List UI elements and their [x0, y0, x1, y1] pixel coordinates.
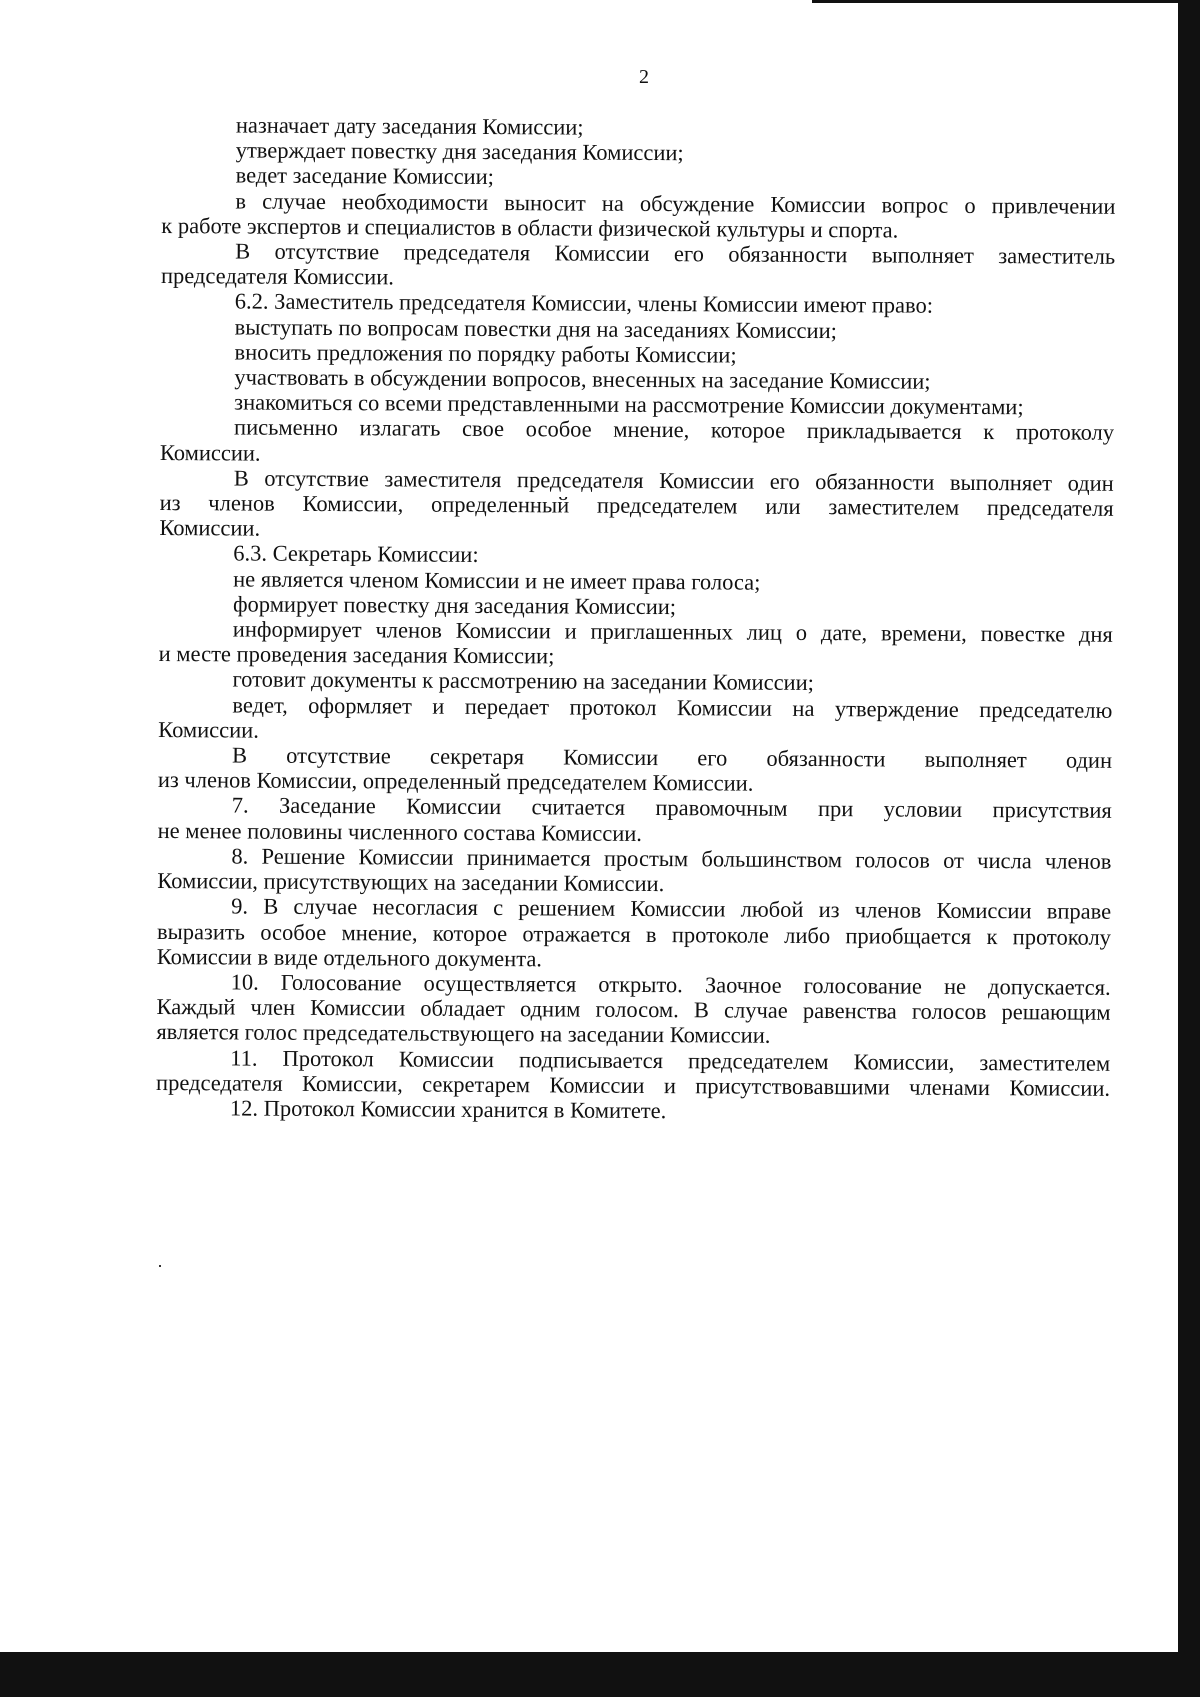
text-line: Комиссии.	[158, 716, 259, 743]
text-line: 11. Протокол Комиссии подписывается председателем Комиссии, заместителем	[230, 1044, 1111, 1076]
text-line: участвовать в обсуждении вопросов, внесенных на заседание Комиссии;	[234, 364, 931, 394]
text-line: к работе экспертов и специалистов в области физической культуры и спорта.	[161, 212, 899, 243]
text-line: вносить предложения по порядку работы Комиссии;	[234, 339, 737, 368]
page-number: 2	[639, 66, 649, 88]
text-line: готовит документы к рассмотрению на заседании Комиссии;	[232, 666, 815, 696]
text-line: выступать по вопросам повестки дня на заседаниях Комиссии;	[234, 314, 838, 343]
text-line: 10. Голосование осуществляется открыто. Заочное голосование не допускается.	[230, 969, 1111, 1000]
text-line: В отсутствие председателя Комиссии его обязанности выполняет заместитель	[235, 238, 1116, 269]
document-body	[156, 112, 1116, 1126]
text-line: не является членом Комиссии и не имеет права голоса;	[233, 566, 761, 595]
text-line: 7. Заседание Комиссии считается правомочным при условии присутствия	[231, 792, 1112, 824]
text-line: Комиссии.	[159, 515, 261, 541]
scan-top-edge	[812, 0, 1200, 3]
text-line: знакомиться со всеми представленными на рассмотрение Комиссии документами;	[234, 389, 1024, 420]
text-line: утверждает повестку дня заседания Комиссии;	[235, 137, 684, 166]
text-line: информирует членов Комиссии и приглашенных лиц о дате, времени, повестке дня	[232, 616, 1113, 647]
text-line: Каждый член Комиссии обладает одним голосом. В случае равенства голосов решающим	[156, 994, 1111, 1025]
text-line: письменно излагать свое особое мнение, которое прикладывается к протоколу	[233, 414, 1115, 446]
scan-right-edge	[1178, 0, 1200, 1697]
scan-speck	[159, 1265, 161, 1267]
text-line: из членов Комиссии, определенный председателем или заместителем председателя	[159, 490, 1114, 521]
text-line: В отсутствие секретаря Комиссии его обязанности выполняет один	[231, 742, 1113, 773]
text-line: председателя Комиссии.	[160, 263, 394, 290]
text-line: не менее половины численного состава Комиссии.	[157, 817, 643, 846]
text-line: 6.2. Заместитель председателя Комиссии, члены Комиссии имеют право:	[234, 288, 934, 319]
text-line: формирует повестку дня заседания Комиссии;	[232, 591, 677, 620]
text-line: ведет, оформляет и передает протокол Комиссии на утверждение председателю	[232, 692, 1113, 723]
text-line: выразить особое мнение, которое отражается в протоколе либо приобщается к протоколу	[156, 918, 1112, 950]
text-line: и месте проведения заседания Комиссии;	[158, 641, 555, 669]
text-line: 6.3. Секретарь Комиссии:	[233, 540, 479, 568]
text-line: в случае необходимости выносит на обсуждение Комиссии вопрос о привлечении	[235, 188, 1116, 219]
text-line: Комиссии.	[159, 439, 261, 466]
text-line: Комиссии, присутствующих на заседании Комиссии.	[157, 868, 665, 897]
text-line: 12. Протокол Комиссии хранится в Комитете.	[229, 1095, 667, 1124]
text-line: из членов Комиссии, определенный председателем Комиссии.	[157, 767, 754, 796]
text-line: назначает дату заседания Комиссии;	[235, 112, 584, 140]
text-line: В отсутствие заместителя председателя Комиссии его обязанности выполняет один	[233, 465, 1114, 496]
text-line: Комиссии в виде отдельного документа.	[156, 943, 543, 972]
text-line: 9. В случае несогласия с решением Комиссии любой из членов Комиссии вправе	[231, 893, 1112, 925]
text-line: 8. Решение Комиссии принимается простым большинством голосов от числа членов	[231, 843, 1112, 874]
text-line: председателя Комиссии, секретарем Комиссии и присутствовавшими членами Комиссии.	[155, 1069, 1111, 1101]
text-line: является голос председательствующего на заседании Комиссии.	[156, 1019, 771, 1049]
text-line: ведет заседание Комиссии;	[235, 162, 495, 190]
scan-bottom-edge	[0, 1652, 1200, 1697]
